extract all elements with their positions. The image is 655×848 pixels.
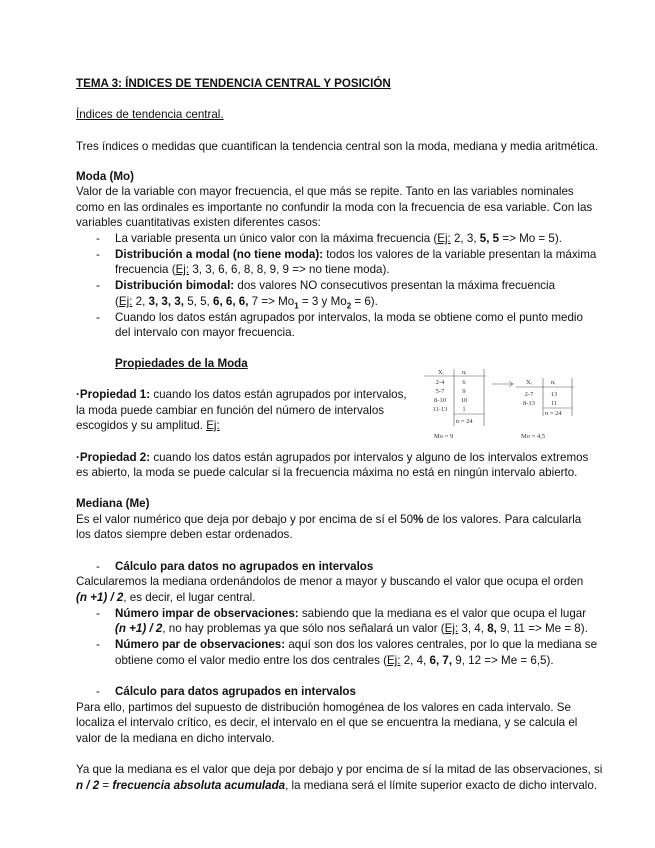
bullet-dash: - [96, 607, 100, 620]
table-right-header-n: nᵢ [551, 379, 556, 386]
table-left-cell: 9 [462, 388, 466, 395]
mediana-no-agrupados-heading: Cálculo para datos no agrupados en intervalos [115, 560, 374, 573]
mediana-text: Calcularemos la mediana ordenándolos de menor a mayor y buscando el valor que ocupa el orden [76, 575, 584, 588]
table-left-cell: 6 [462, 379, 466, 386]
mediana-bullet-par-cont: obtiene como el valor medio entre los dos centrales (Ej: 2, 4, 6, 7, 9, 12 => Me = 6,5). [115, 654, 554, 667]
mediana-text: localiza el intervalo crítico, es decir, el intervalo en el que se encuentra la mediana, y se calcula el [76, 716, 578, 729]
mediana-bullet-impar-cont: (n +1) / 2, no hay problemas ya que sólo nos señalará un valor (Ej: 3, 4, 8, 9, 11 => Me = 8). [115, 622, 588, 635]
propiedades-heading: Propiedades de la Moda [115, 357, 248, 370]
moda-bullet-bimodal: Distribución bimodal: dos valores NO consecutivos presentan la máxima frecuencia [115, 279, 556, 292]
moda-text: variables cuantitativas existen diferentes casos: [76, 216, 321, 229]
bullet-dash: - [96, 279, 100, 292]
table-left-result: Mo = 9 [434, 433, 454, 440]
propiedad-1: ·Propiedad 1: cuando los datos están agrupados por intervalos, [76, 388, 407, 401]
moda-bullet-unimodal: La variable presenta un único valor con la máxima frecuencia (Ej: 2, 3, 5, 5 => Mo = 5). [115, 232, 562, 245]
intro-paragraph: Tres índices o medidas que cuantifican la tendencia central son la moda, mediana y media aritmética. [76, 140, 599, 153]
propiedad-2-cont: es abierto, la moda se puede calcular si la frecuencia máxima no está en ningún intervalo abierto. [76, 466, 578, 479]
moda-bullet-amodal: Distribución a modal (no tiene moda): todos los valores de la variable presentan la máxima [115, 248, 597, 261]
table-right-cell: 8-13 [523, 400, 535, 407]
mediana-bullet-par: Número par de observaciones: aquí son dos los valores centrales, por lo que la mediana se [115, 638, 598, 651]
mediana-bullet-impar: Número impar de observaciones: sabiendo que la mediana es el valor que ocupa el lugar [115, 607, 587, 620]
moda-bullet-amodal-cont: frecuencia (Ej: 3, 3, 6, 6, 8, 8, 9, 9 => no tiene moda). [115, 263, 390, 276]
propiedad-2: ·Propiedad 2: cuando los datos están agrupados por intervalos y alguno de los intervalos extremos [76, 451, 589, 464]
table-right-cell: 2-7 [524, 391, 534, 398]
bullet-dash: - [96, 685, 100, 698]
mediana-text: Es el valor numérico que deja por debajo y por encima de sí el 50% de los valores. Para calcularla [76, 513, 582, 526]
moda-heading: Moda (Mo) [76, 170, 134, 183]
table-left-cell: 2-4 [435, 379, 445, 386]
moda-example-tables [416, 366, 586, 442]
propiedad-1-cont: escogidos y su amplitud. Ej: [76, 419, 220, 432]
moda-bullet-intervals-cont: del intervalo con mayor frecuencia. [115, 326, 295, 339]
table-right-cell: 11 [550, 400, 558, 407]
mediana-agrupados-heading: Cálculo para datos agrupados en intervalos [115, 685, 356, 698]
bullet-dash: - [96, 311, 100, 324]
mediana-text: valor de la mediana en dicho intervalo. [76, 732, 275, 745]
section-heading: Índices de tendencia central. [76, 108, 224, 121]
table-left-cell: 11-13 [432, 406, 448, 413]
table-right-total: n = 24 [545, 410, 562, 417]
bullet-dash: - [96, 248, 100, 261]
bullet-dash: - [96, 638, 100, 651]
table-right-cell: 13 [550, 391, 558, 398]
table-left-cell: 8-10 [434, 397, 446, 404]
table-left-header-x: Xᵢ [438, 369, 444, 376]
mediana-text: Para ello, partimos del supuesto de distribución homogénea de los valores en cada intervalo. Se [76, 701, 571, 714]
table-left-cell: 10 [460, 397, 468, 404]
table-left-header-n: nᵢ [462, 369, 467, 376]
mediana-final-text: Ya que la mediana es el valor que deja por debajo y por encima de sí la mitad de las observaciones, si [76, 763, 603, 776]
moda-text: como en las ordinales es importante no confundir la moda con la frecuencia de esa variable. Con las [76, 201, 593, 214]
table-right-result: Mo = 4,5 [521, 433, 546, 440]
moda-bullet-bimodal-cont: (Ej: 2, 3, 3, 3, 5, 5, 6, 6, 6, $7 => Mo_1 = 3$ y $Mo_2 = 6$). [115, 295, 378, 311]
table-left-total: n = 24 [456, 418, 473, 425]
mediana-final-text: n / 2 = frecuencia absoluta acumulada, la mediana será el límite superior exacto de dicho intervalo. [76, 779, 598, 792]
table-right-header-x: Xᵢ [526, 379, 532, 386]
mediana-heading: Mediana (Me) [76, 497, 150, 510]
moda-text: Valor de la variable con mayor frecuencia, el que más se repite. Tanto en las variables nominales [76, 185, 574, 198]
mediana-text: los datos siempre deben estar ordenados. [76, 528, 293, 541]
propiedad-1-cont: la moda puede cambiar en función del número de intervalos [76, 404, 385, 417]
bullet-dash: - [96, 560, 100, 573]
table-left-cell: 5-7 [435, 388, 445, 395]
bullet-dash: - [96, 232, 100, 245]
table-left-cell: 1 [462, 406, 466, 413]
mediana-text: (n +1) / 2, es decir, el lugar central. [76, 591, 256, 604]
moda-bullet-intervals: Cuando los datos están agrupados por intervalos, la moda se obtiene como el punto medio [115, 311, 583, 324]
page-title: TEMA 3: ÍNDICES DE TENDENCIA CENTRAL Y POSICIÓN [76, 77, 391, 90]
